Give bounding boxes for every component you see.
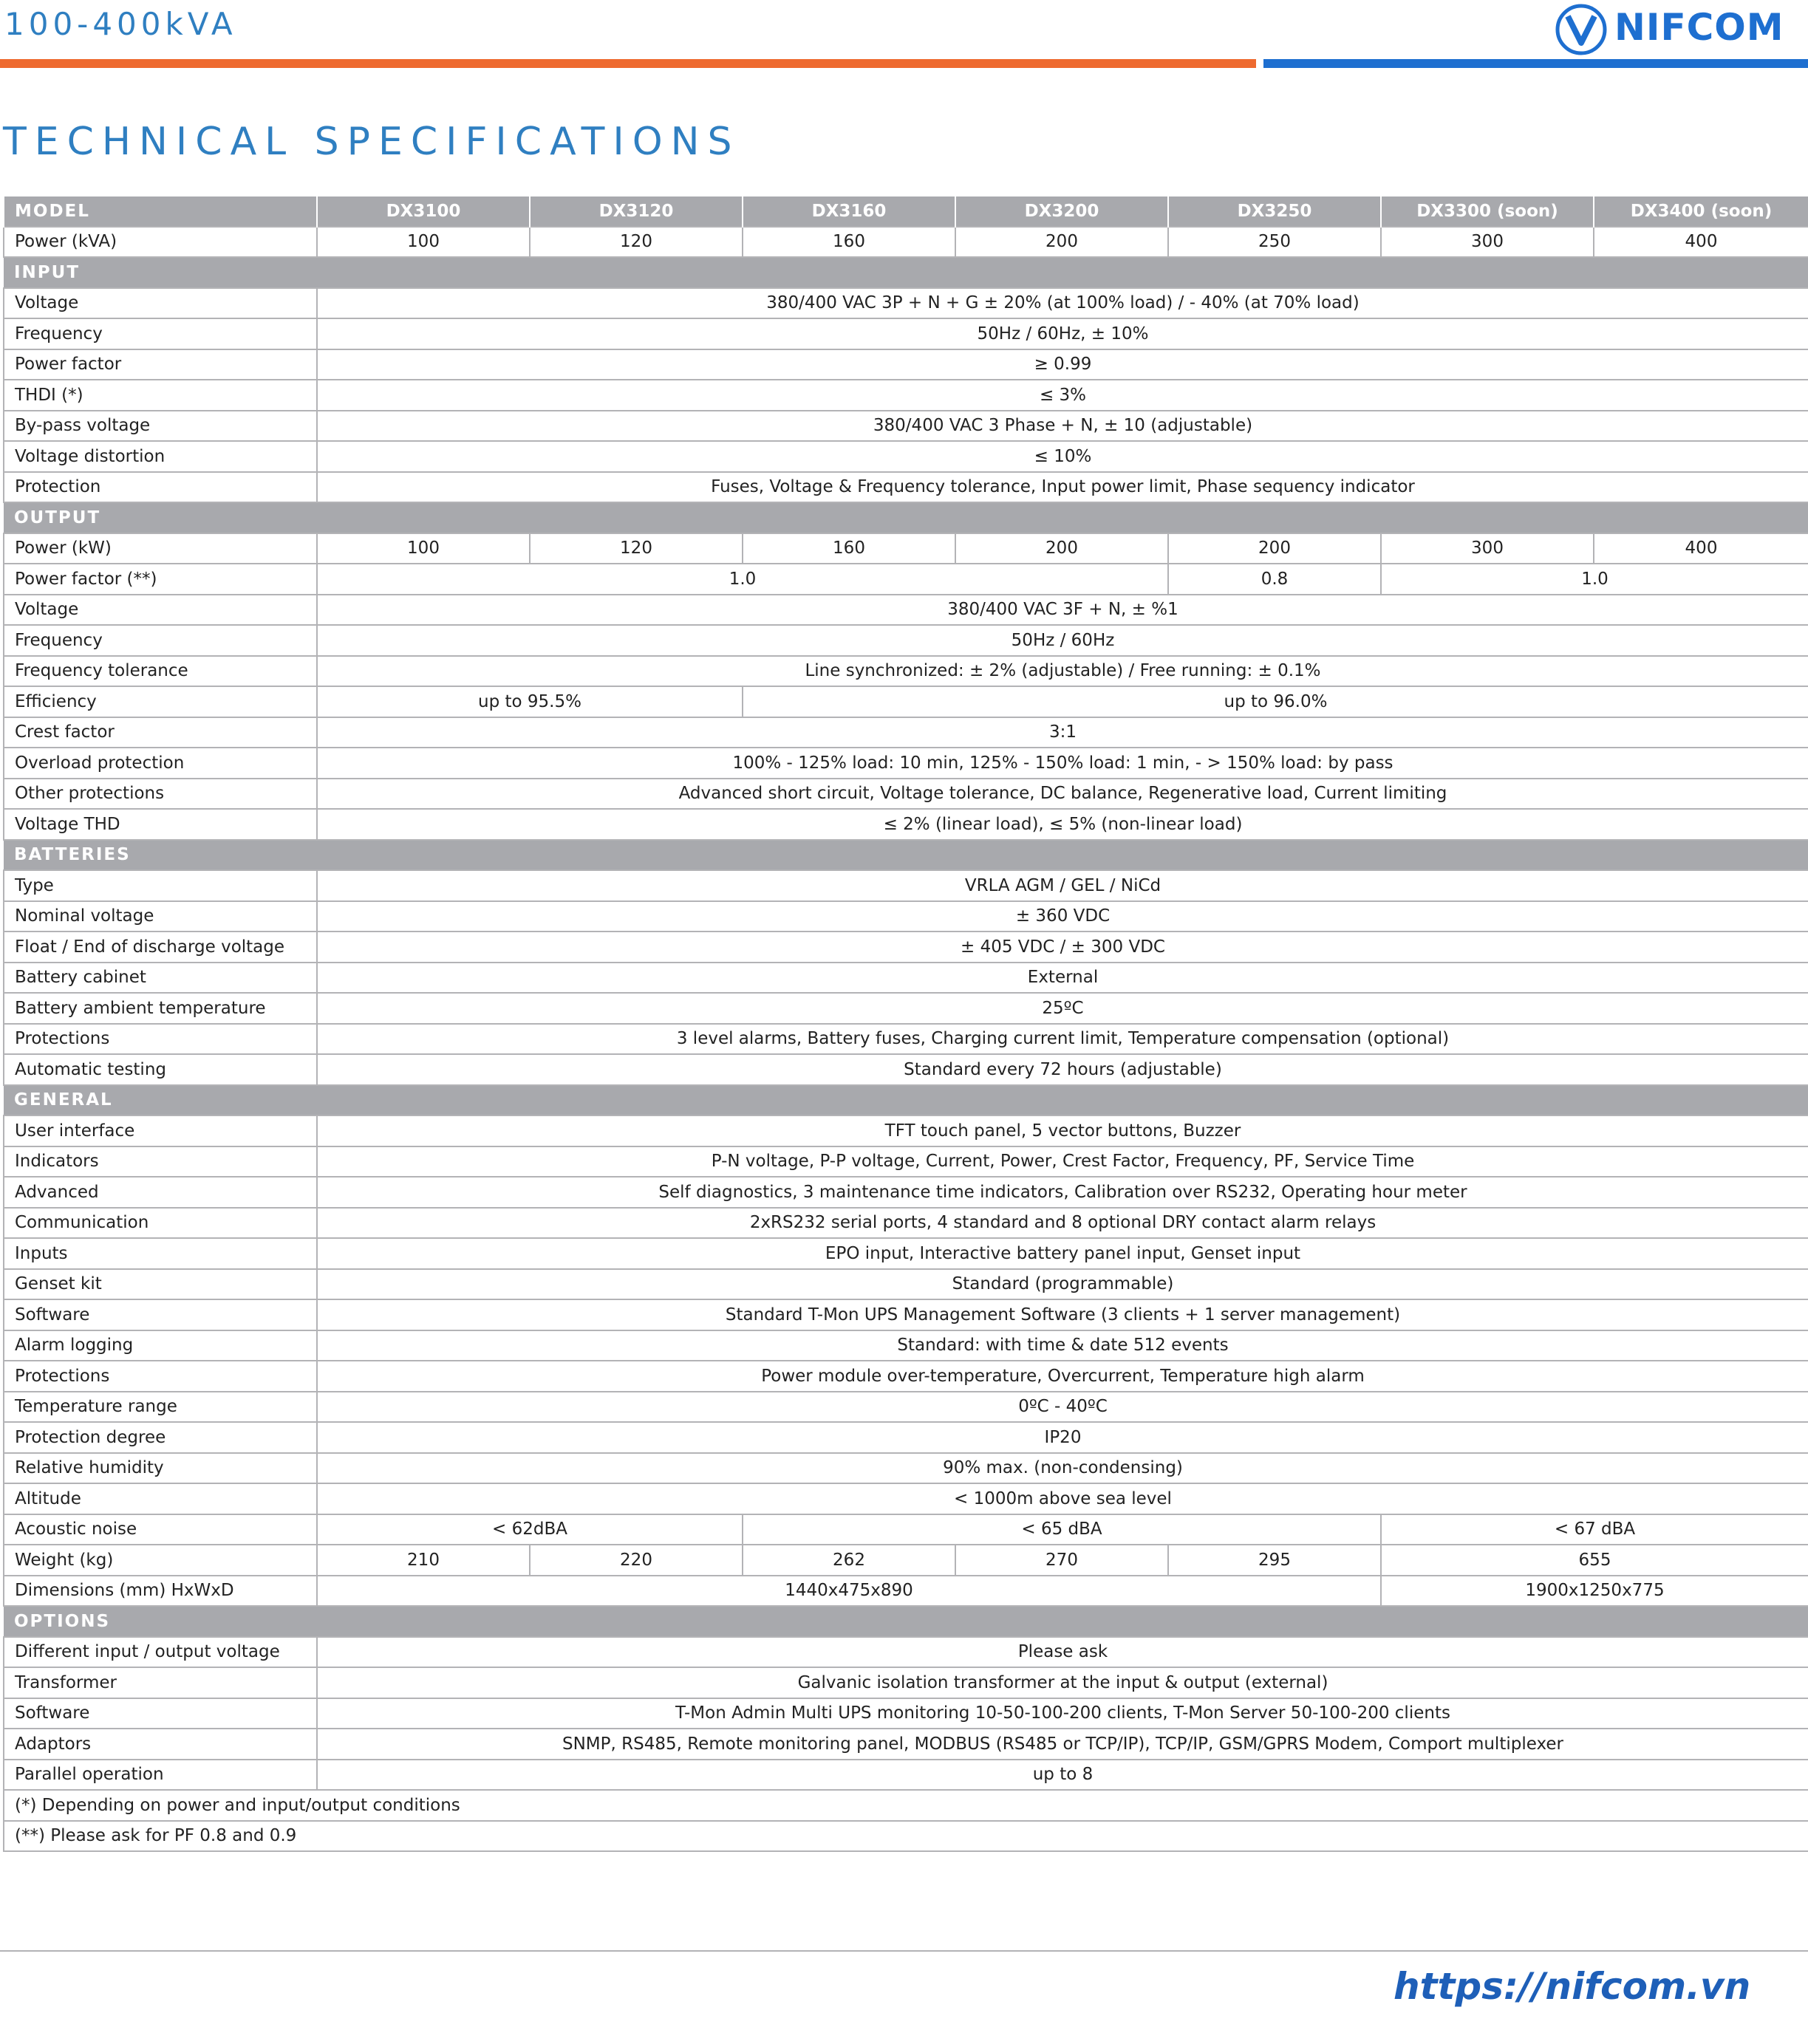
header-orange-bar bbox=[0, 59, 1256, 68]
spec-label-cell: Power (kVA) bbox=[4, 227, 317, 258]
logo-text: NIFCOM bbox=[1614, 6, 1784, 49]
spec-value-cell: 90% max. (non-condensing) bbox=[317, 1453, 1808, 1484]
spec-value-cell: 1.0 bbox=[1381, 564, 1808, 595]
spec-label-cell: Voltage THD bbox=[4, 809, 317, 840]
spec-value-cell: 50Hz / 60Hz, ± 10% bbox=[317, 318, 1808, 349]
spec-row bbox=[4, 1208, 1808, 1239]
spec-value-cell: Standard: with time & date 512 events bbox=[317, 1330, 1808, 1361]
spec-row bbox=[4, 1667, 1808, 1698]
spec-value-cell: 1900x1250x775 bbox=[1381, 1576, 1808, 1607]
spec-value-cell: 400 bbox=[1594, 533, 1808, 564]
model-name-cell: DX3250 bbox=[1168, 196, 1381, 227]
spec-label-cell: Overload protection bbox=[4, 748, 317, 779]
spec-row bbox=[4, 595, 1808, 626]
spec-value-cell: 400 bbox=[1594, 227, 1808, 258]
spec-label-cell: Frequency tolerance bbox=[4, 656, 317, 687]
section-header-cell: OPTIONS bbox=[4, 1606, 1808, 1637]
spec-value-cell: up to 95.5% bbox=[317, 686, 743, 717]
spec-value-cell: ± 360 VDC bbox=[317, 901, 1808, 932]
spec-label-cell: Adaptors bbox=[4, 1729, 317, 1760]
spec-value-cell: 0.8 bbox=[1168, 564, 1381, 595]
spec-label-cell: Protections bbox=[4, 1361, 317, 1392]
spec-row bbox=[4, 870, 1808, 901]
spec-row bbox=[4, 1299, 1808, 1330]
model-name-cell: DX3400 (soon) bbox=[1594, 196, 1808, 227]
spec-value-cell: 300 bbox=[1381, 227, 1594, 258]
footnote-row bbox=[4, 1790, 1808, 1821]
spec-value-cell: Please ask bbox=[317, 1637, 1808, 1668]
spec-label-cell: Alarm logging bbox=[4, 1330, 317, 1361]
footnote-cell: (**) Please ask for PF 0.8 and 0.9 bbox=[4, 1821, 1808, 1852]
spec-value-cell: Standard every 72 hours (adjustable) bbox=[317, 1054, 1808, 1085]
spec-row bbox=[4, 227, 1808, 258]
spec-row bbox=[4, 564, 1808, 595]
spec-row bbox=[4, 809, 1808, 840]
spec-value-cell: 100 bbox=[317, 227, 530, 258]
spec-label-cell: Genset kit bbox=[4, 1269, 317, 1300]
spec-value-cell: Self diagnostics, 3 maintenance time indicators, Calibration over RS232, Operating hour meter bbox=[317, 1177, 1808, 1208]
section-title: TECHNICAL SPECIFICATIONS bbox=[3, 120, 740, 164]
spec-row bbox=[4, 1514, 1808, 1545]
spec-value-cell: ± 405 VDC / ± 300 VDC bbox=[317, 932, 1808, 963]
spec-label-cell: Crest factor bbox=[4, 717, 317, 748]
spec-label-cell: THDI (*) bbox=[4, 380, 317, 411]
spec-row bbox=[4, 625, 1808, 656]
spec-label-cell: Battery cabinet bbox=[4, 963, 317, 994]
spec-label-cell: Protection bbox=[4, 472, 317, 503]
website-url[interactable]: https://nifcom.vn bbox=[1393, 1965, 1751, 2008]
spec-value-cell: Galvanic isolation transformer at the input & output (external) bbox=[317, 1667, 1808, 1698]
spec-row bbox=[4, 1545, 1808, 1576]
spec-value-cell: Fuses, Voltage & Frequency tolerance, Input power limit, Phase sequency indicator bbox=[317, 472, 1808, 503]
spec-label-cell: Other protections bbox=[4, 779, 317, 810]
spec-value-cell: Advanced short circuit, Voltage tolerance, DC balance, Regenerative load, Current limiting bbox=[317, 779, 1808, 810]
spec-row bbox=[4, 1698, 1808, 1729]
spec-label-cell: Type bbox=[4, 870, 317, 901]
spec-label-cell: Voltage distortion bbox=[4, 441, 317, 472]
spec-value-cell: T-Mon Admin Multi UPS monitoring 10-50-100-200 clients, T-Mon Server 50-100-200 clients bbox=[317, 1698, 1808, 1729]
spec-row bbox=[4, 411, 1808, 442]
spec-row bbox=[4, 963, 1808, 994]
spec-value-cell: 210 bbox=[317, 1545, 530, 1576]
spec-value-cell: 3:1 bbox=[317, 717, 1808, 748]
spec-label-cell: Different input / output voltage bbox=[4, 1637, 317, 1668]
spec-value-cell: Standard T-Mon UPS Management Software (3 clients + 1 server management) bbox=[317, 1299, 1808, 1330]
footnote-cell: (*) Depending on power and input/output conditions bbox=[4, 1790, 1808, 1821]
spec-value-cell: 295 bbox=[1168, 1545, 1381, 1576]
spec-label-cell: Communication bbox=[4, 1208, 317, 1239]
section-header-row bbox=[4, 257, 1808, 288]
spec-label-cell: Voltage bbox=[4, 595, 317, 626]
spec-value-cell: ≥ 0.99 bbox=[317, 349, 1808, 380]
spec-value-cell: 262 bbox=[743, 1545, 955, 1576]
spec-value-cell: up to 96.0% bbox=[743, 686, 1808, 717]
spec-value-cell: ≤ 10% bbox=[317, 441, 1808, 472]
spec-label-cell: Indicators bbox=[4, 1146, 317, 1177]
spec-value-cell: 200 bbox=[955, 533, 1168, 564]
spec-row bbox=[4, 1024, 1808, 1055]
spec-value-cell: 50Hz / 60Hz bbox=[317, 625, 1808, 656]
spec-label-cell: Acoustic noise bbox=[4, 1514, 317, 1545]
spec-row bbox=[4, 1422, 1808, 1453]
spec-label-cell: Power factor bbox=[4, 349, 317, 380]
spec-value-cell: 0ºC - 40ºC bbox=[317, 1392, 1808, 1423]
section-header-cell: GENERAL bbox=[4, 1085, 1808, 1116]
spec-row bbox=[4, 748, 1808, 779]
section-header-row bbox=[4, 502, 1808, 533]
spec-value-cell: IP20 bbox=[317, 1422, 1808, 1453]
spec-value-cell: Line synchronized: ± 2% (adjustable) / Free running: ± 0.1% bbox=[317, 656, 1808, 687]
model-name-cell: DX3100 bbox=[317, 196, 530, 227]
spec-row bbox=[4, 1483, 1808, 1514]
spec-value-cell: 655 bbox=[1381, 1545, 1808, 1576]
spec-value-cell: 160 bbox=[743, 533, 955, 564]
spec-value-cell: up to 8 bbox=[317, 1760, 1808, 1791]
spec-label-cell: Weight (kg) bbox=[4, 1545, 317, 1576]
spec-value-cell: < 65 dBA bbox=[743, 1514, 1381, 1545]
spec-row bbox=[4, 1330, 1808, 1361]
spec-value-cell: 120 bbox=[530, 227, 743, 258]
section-header-row bbox=[4, 840, 1808, 871]
spec-row bbox=[4, 441, 1808, 472]
model-name-cell: DX3120 bbox=[530, 196, 743, 227]
spec-row bbox=[4, 717, 1808, 748]
spec-row bbox=[4, 1115, 1808, 1146]
spec-label-cell: User interface bbox=[4, 1115, 317, 1146]
spec-row bbox=[4, 318, 1808, 349]
spec-label-cell: Nominal voltage bbox=[4, 901, 317, 932]
spec-label-cell: Voltage bbox=[4, 288, 317, 319]
spec-row bbox=[4, 1453, 1808, 1484]
spec-row bbox=[4, 380, 1808, 411]
section-header-cell: BATTERIES bbox=[4, 840, 1808, 871]
spec-row bbox=[4, 932, 1808, 963]
spec-row bbox=[4, 472, 1808, 503]
spec-label-cell: Software bbox=[4, 1299, 317, 1330]
spec-row bbox=[4, 533, 1808, 564]
section-header-row bbox=[4, 1085, 1808, 1116]
spec-value-cell: 2xRS232 serial ports, 4 standard and 8 optional DRY contact alarm relays bbox=[317, 1208, 1808, 1239]
spec-row bbox=[4, 993, 1808, 1024]
spec-label-cell: Power (kW) bbox=[4, 533, 317, 564]
spec-value-cell: 160 bbox=[743, 227, 955, 258]
spec-label-cell: Relative humidity bbox=[4, 1453, 317, 1484]
spec-label-cell: Protections bbox=[4, 1024, 317, 1055]
spec-label-cell: Efficiency bbox=[4, 686, 317, 717]
spec-value-cell: 250 bbox=[1168, 227, 1381, 258]
spec-label-cell: Transformer bbox=[4, 1667, 317, 1698]
model-name-cell: DX3300 (soon) bbox=[1381, 196, 1594, 227]
spec-value-cell: 25ºC bbox=[317, 993, 1808, 1024]
model-header-cell: MODEL bbox=[4, 196, 317, 227]
spec-row bbox=[4, 656, 1808, 687]
spec-value-cell: ≤ 3% bbox=[317, 380, 1808, 411]
spec-value-cell: Standard (programmable) bbox=[317, 1269, 1808, 1300]
spec-row bbox=[4, 1729, 1808, 1760]
spec-value-cell: < 67 dBA bbox=[1381, 1514, 1808, 1545]
spec-row bbox=[4, 288, 1808, 319]
spec-row bbox=[4, 1576, 1808, 1607]
spec-value-cell: 380/400 VAC 3P + N + G ± 20% (at 100% load) / - 40% (at 70% load) bbox=[317, 288, 1808, 319]
spec-value-cell: 380/400 VAC 3 Phase + N, ± 10 (adjustable) bbox=[317, 411, 1808, 442]
spec-value-cell: P-N voltage, P-P voltage, Current, Power, Crest Factor, Frequency, PF, Service Time bbox=[317, 1146, 1808, 1177]
spec-label-cell: Advanced bbox=[4, 1177, 317, 1208]
spec-value-cell: 200 bbox=[955, 227, 1168, 258]
spec-value-cell: < 62dBA bbox=[317, 1514, 743, 1545]
header-row bbox=[4, 196, 1808, 227]
spec-label-cell: Float / End of discharge voltage bbox=[4, 932, 317, 963]
spec-label-cell: Automatic testing bbox=[4, 1054, 317, 1085]
model-name-cell: DX3160 bbox=[743, 196, 955, 227]
spec-value-cell: 200 bbox=[1168, 533, 1381, 564]
spec-value-cell: 100 bbox=[317, 533, 530, 564]
spec-value-cell: 120 bbox=[530, 533, 743, 564]
spec-label-cell: Inputs bbox=[4, 1238, 317, 1269]
spec-value-cell: 300 bbox=[1381, 533, 1594, 564]
spec-label-cell: Software bbox=[4, 1698, 317, 1729]
spec-value-cell: External bbox=[317, 963, 1808, 994]
model-name-cell: DX3200 bbox=[955, 196, 1168, 227]
section-header-row bbox=[4, 1606, 1808, 1637]
spec-row bbox=[4, 1392, 1808, 1423]
spec-row bbox=[4, 1760, 1808, 1791]
spec-label-cell: Power factor (**) bbox=[4, 564, 317, 595]
spec-row bbox=[4, 1269, 1808, 1300]
spec-value-cell: 1.0 bbox=[317, 564, 1168, 595]
spec-label-cell: Frequency bbox=[4, 318, 317, 349]
footnote-row bbox=[4, 1821, 1808, 1852]
spec-label-cell: Battery ambient temperature bbox=[4, 993, 317, 1024]
spec-table bbox=[3, 196, 1808, 1852]
spec-row bbox=[4, 1238, 1808, 1269]
spec-value-cell: 1440x475x890 bbox=[317, 1576, 1381, 1607]
spec-value-cell: 270 bbox=[955, 1545, 1168, 1576]
spec-row bbox=[4, 1637, 1808, 1668]
header-blue-bar bbox=[1263, 59, 1808, 68]
spec-label-cell: Protection degree bbox=[4, 1422, 317, 1453]
spec-row bbox=[4, 1054, 1808, 1085]
spec-row bbox=[4, 901, 1808, 932]
section-header-cell: OUTPUT bbox=[4, 502, 1808, 533]
footer-divider bbox=[0, 1950, 1808, 1952]
spec-value-cell: < 1000m above sea level bbox=[317, 1483, 1808, 1514]
spec-row bbox=[4, 1146, 1808, 1177]
spec-row bbox=[4, 1361, 1808, 1392]
spec-row bbox=[4, 686, 1808, 717]
spec-label-cell: Parallel operation bbox=[4, 1760, 317, 1791]
header-title: 100-400kVA bbox=[4, 6, 237, 42]
spec-value-cell: TFT touch panel, 5 vector buttons, Buzzer bbox=[317, 1115, 1808, 1146]
spec-label-cell: Temperature range bbox=[4, 1392, 317, 1423]
spec-row bbox=[4, 349, 1808, 380]
spec-label-cell: Frequency bbox=[4, 625, 317, 656]
spec-value-cell: 3 level alarms, Battery fuses, Charging current limit, Temperature compensation (optional) bbox=[317, 1024, 1808, 1055]
spec-label-cell: Dimensions (mm) HxWxD bbox=[4, 1576, 317, 1607]
spec-value-cell: VRLA AGM / GEL / NiCd bbox=[317, 870, 1808, 901]
spec-value-cell: SNMP, RS485, Remote monitoring panel, MODBUS (RS485 or TCP/IP), TCP/IP, GSM/GPRS Modem, Comport multiplexer bbox=[317, 1729, 1808, 1760]
spec-value-cell: ≤ 2% (linear load), ≤ 5% (non-linear load) bbox=[317, 809, 1808, 840]
spec-value-cell: 220 bbox=[530, 1545, 743, 1576]
spec-value-cell: EPO input, Interactive battery panel input, Genset input bbox=[317, 1238, 1808, 1269]
spec-row bbox=[4, 1177, 1808, 1208]
spec-value-cell: 100% - 125% load: 10 min, 125% - 150% load: 1 min, - > 150% load: by pass bbox=[317, 748, 1808, 779]
section-header-cell: INPUT bbox=[4, 257, 1808, 288]
spec-value-cell: Power module over-temperature, Overcurrent, Temperature high alarm bbox=[317, 1361, 1808, 1392]
spec-label-cell: Altitude bbox=[4, 1483, 317, 1514]
spec-value-cell: 380/400 VAC 3F + N, ± %1 bbox=[317, 595, 1808, 626]
spec-label-cell: By-pass voltage bbox=[4, 411, 317, 442]
spec-row bbox=[4, 779, 1808, 810]
